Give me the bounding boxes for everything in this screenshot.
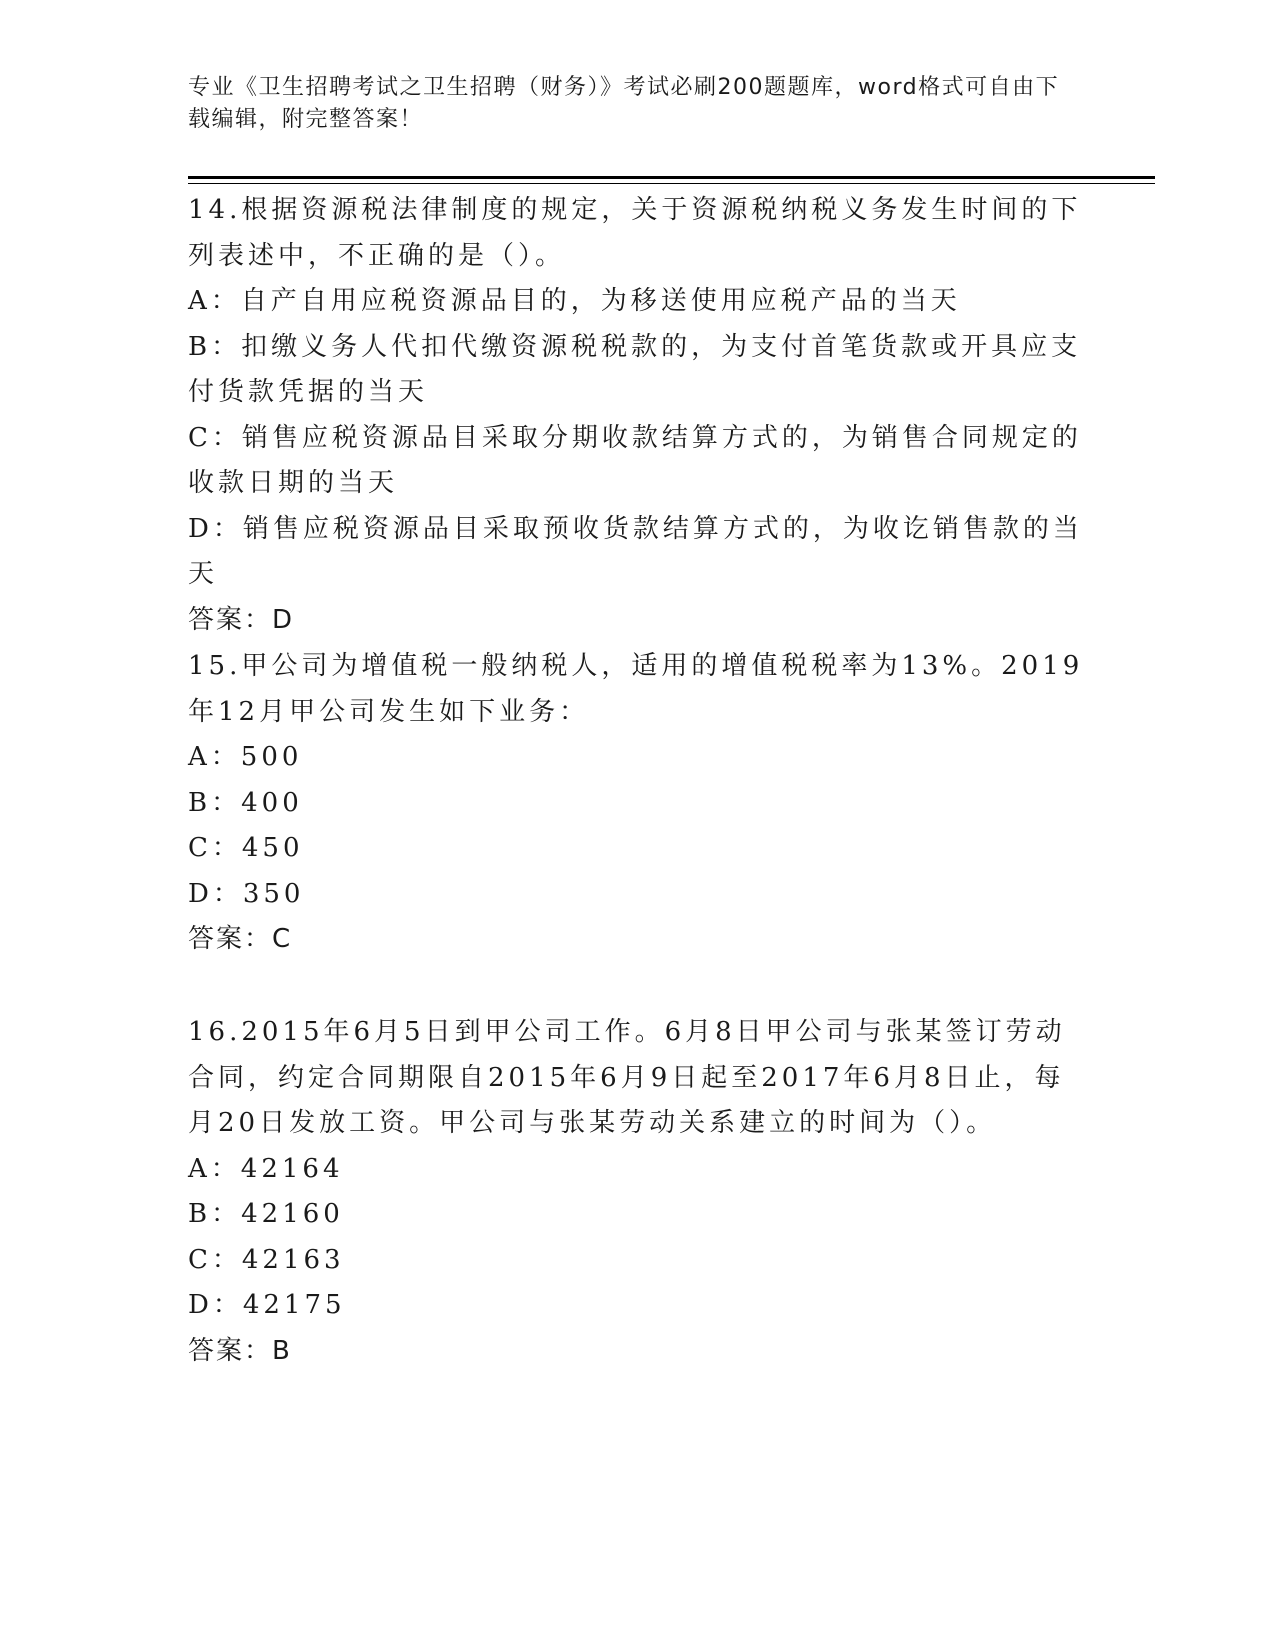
- answer-line: 答案：B: [188, 1335, 292, 1366]
- header-divider-thick: [188, 176, 1155, 179]
- option-b: B：400: [188, 787, 303, 818]
- question-stem: 15.甲公司为增值税一般纳税人，适用的增值税税率为13%。2019年12月甲公司发生如下业务：: [188, 651, 1084, 727]
- option-a: A：自产自用应税资源品目的，为移送使用应税产品的当天: [188, 286, 961, 316]
- option-d: D：42175: [188, 1290, 346, 1320]
- option-d: D：350: [188, 878, 305, 909]
- option-c: C：42163: [188, 1244, 345, 1275]
- question-stem: 16.2015年6月5日到甲公司工作。6月8日甲公司与张某签订劳动合同，约定合同期限自2015年6月9日起至2017年6月8日止，每月20日发放工资。甲公司与张某劳动关系建立的时间为（）。: [188, 1017, 1066, 1138]
- option-b: B：扣缴义务人代扣代缴资源税税款的，为支付首笔货款或开具应支付货款凭据的当天: [188, 331, 1082, 407]
- header-divider-thin: [188, 183, 1155, 184]
- question-16: [188, 1010, 1088, 1374]
- question-stem: 14.根据资源税法律制度的规定，关于资源税纳税义务发生时间的下列表述中，不正确的是（）。: [188, 195, 1082, 271]
- option-c: C：销售应税资源品目采取分期收款结算方式的，为销售合同规定的收款日期的当天: [188, 422, 1082, 498]
- answer-line: 答案：D: [188, 604, 295, 635]
- option-b: B：42160: [188, 1199, 344, 1229]
- question-14: [188, 188, 1088, 643]
- question-15: [188, 644, 1088, 963]
- option-d: D：销售应税资源品目采取预收货款结算方式的，为收讫销售款的当天: [188, 513, 1083, 589]
- answer-line: 答案：C: [188, 924, 293, 954]
- document-title: 专业《卫生招聘考试之卫生招聘（财务）》考试必刷200题题库，word格式可自由下载编辑，附完整答案！: [188, 75, 1060, 132]
- option-c: C：450: [188, 833, 304, 863]
- option-a: A：500: [188, 742, 303, 772]
- option-a: A：42164: [188, 1153, 344, 1184]
